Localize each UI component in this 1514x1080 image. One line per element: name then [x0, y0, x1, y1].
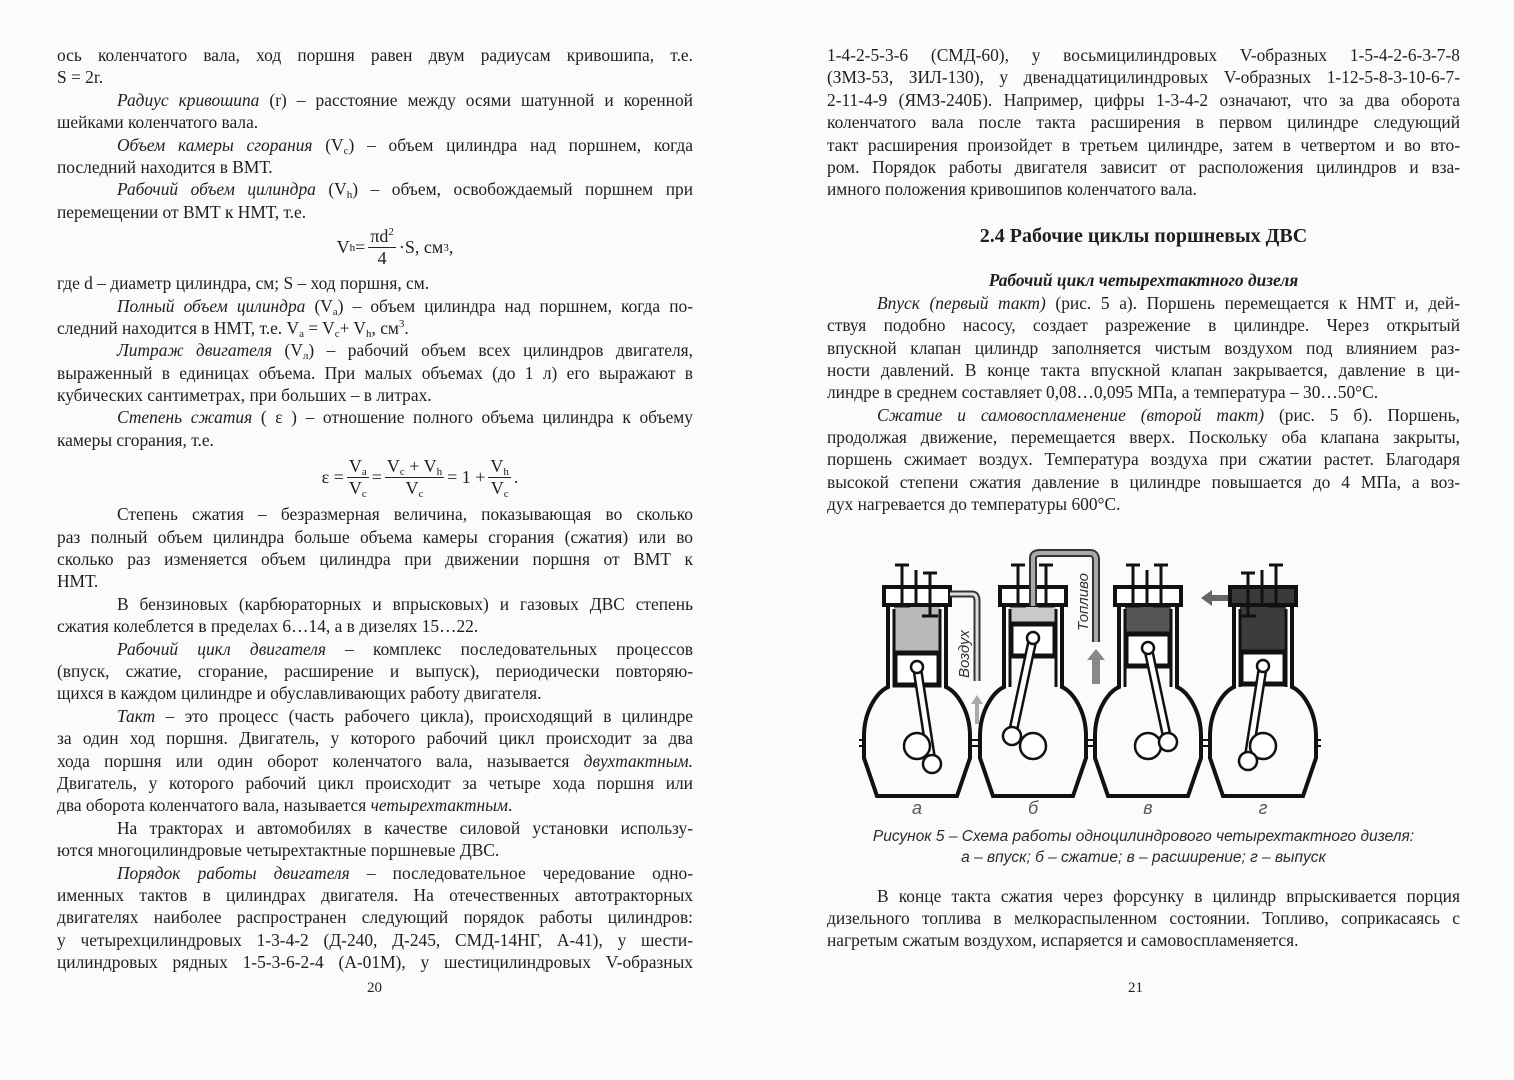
paragraph	[57, 593, 693, 638]
text-span: раз полный объем цилиндра больше объема камеры сгорания (сжатия) или во	[57, 526, 693, 547]
text-line	[827, 381, 1460, 403]
paragraph	[57, 862, 693, 974]
wrist-pin	[911, 661, 923, 673]
text-span: =	[355, 237, 366, 258]
subscript: л	[302, 350, 309, 363]
text-span: линдре в среднем составляет 0,08…0,095 МПа, а температура – 30…50°С.	[827, 382, 1379, 403]
paragraph	[57, 89, 693, 134]
figure-5	[840, 546, 1460, 826]
fraction	[368, 226, 396, 269]
text-line	[827, 426, 1460, 448]
fraction-numerator	[385, 456, 444, 478]
superscript: 3	[398, 317, 405, 330]
subscript: c	[334, 327, 340, 340]
text-line	[57, 660, 693, 682]
text-span: за один ход поршня. Двигатель, у которого рабочий цикл происходит за два	[57, 728, 693, 749]
text-span: (ЗМЗ-53, ЗИЛ-130), у двенадцатицилиндровых V-образных 1-12-5-8-3-10-6-7-	[827, 67, 1460, 88]
subscript: h	[436, 465, 443, 478]
paragraph	[827, 44, 1460, 201]
engine-впуск	[859, 565, 975, 818]
text-span: В конце такта сжатия через форсунку в цилиндр впрыскивается порция	[877, 885, 1460, 906]
text-span: = 1 +	[447, 466, 486, 487]
italic-term: Порядок работы двигателя	[117, 862, 350, 883]
fraction-denominator	[489, 478, 511, 499]
panel-label: б	[1027, 797, 1039, 818]
text-span: ствуя подобно насосу, создает разрежение в цилиндре. Через открытый	[827, 315, 1460, 336]
text-line	[57, 156, 693, 178]
text-span: нагретым сжатым воздухом, испаряется и самовоспламеняется.	[827, 930, 1299, 951]
text-span: ) – объем цилиндра над поршнем, когда по-	[337, 295, 693, 316]
subscript: a	[332, 305, 338, 318]
text-line	[827, 89, 1460, 111]
text-line	[827, 448, 1460, 470]
text-span: S = 2r.	[57, 67, 104, 88]
subsection-heading: Рабочий цикл четырехтактного дизеля	[988, 269, 1299, 290]
text-span: имного положения кривошипов коленчатого вала.	[827, 179, 1197, 200]
text-span: V	[348, 477, 362, 498]
text-line	[57, 178, 693, 200]
crankshaft-journal	[1135, 733, 1161, 759]
subscript: h	[503, 465, 509, 478]
text-line	[57, 682, 693, 704]
exhaust-arrow-icon	[1201, 590, 1228, 606]
paragraph	[57, 638, 693, 705]
wrist-pin	[1257, 660, 1269, 672]
paragraph	[57, 44, 693, 89]
text-span: = V	[303, 317, 335, 338]
text-line	[57, 727, 693, 749]
text-span: V	[386, 455, 400, 476]
crank-pin	[1003, 727, 1021, 745]
crank-pin	[1159, 733, 1177, 751]
crankshaft-journal	[1020, 733, 1046, 759]
text-span: πd	[370, 226, 389, 247]
paragraph	[57, 406, 693, 451]
text-line	[57, 906, 693, 928]
text-span: именных тактов в цилиндрах двигателя. На отечественных автотракторных	[57, 884, 693, 905]
fraction-denominator	[347, 478, 369, 499]
italic-term: Такт	[117, 705, 156, 726]
subscript: a	[361, 465, 367, 478]
text-span: НМТ.	[57, 571, 99, 592]
text-span: V	[405, 477, 419, 498]
fraction	[385, 456, 444, 499]
text-span: у четырехцилиндровых 1-3-4-2 (Д-240, Д-245, СМД-14НГ, А-41), у шести-	[57, 929, 693, 950]
text-span: (V	[315, 179, 347, 200]
left-page	[57, 44, 693, 973]
text-span: V	[348, 455, 362, 476]
text-line	[57, 705, 693, 727]
text-line	[57, 929, 693, 951]
engine-выпуск	[1205, 565, 1321, 818]
paragraph	[57, 705, 693, 817]
formula: V h = $\frac{\pi d^2}{4}$ ·S, см 3 ,	[336, 226, 454, 269]
text-span: дух нагревается до температуры 600°С.	[827, 494, 1121, 515]
text-span: перемещении от ВМТ к НМТ, т.е.	[57, 201, 307, 222]
caption-line: а – впуск; б – сжатие; в – расширение; г – выпуск	[961, 848, 1326, 866]
text-line	[827, 44, 1460, 66]
text-span: – последовательное чередование одно-	[349, 862, 694, 883]
paragraph	[827, 292, 1460, 404]
text-span: шейками коленчатого вала.	[57, 112, 259, 133]
engine-расширение	[1090, 565, 1206, 818]
text-span: В бензиновых (карбюраторных и впрысковых) и газовых ДВС степень	[117, 593, 693, 614]
italic-term: Степень сжатия	[117, 407, 253, 428]
panel-label: а	[911, 797, 923, 818]
paragraph	[57, 295, 693, 340]
paragraph	[57, 134, 693, 179]
text-span: ( ε ) – отношение полного объема цилиндра к объему	[252, 407, 693, 428]
fraction	[347, 456, 369, 499]
text-span: ось коленчатого вала, ход поршня равен двум радиусам кривошипа, т.е.	[57, 45, 693, 65]
fuel-label: Топливо	[1075, 572, 1092, 631]
fraction-numerator	[368, 226, 396, 248]
text-line	[827, 337, 1460, 359]
cylinder-gas	[894, 605, 940, 653]
subscript: a	[299, 327, 304, 340]
italic-term: Рабочий цикл двигателя	[117, 638, 326, 659]
text-line	[57, 884, 693, 906]
text-line	[827, 178, 1460, 200]
text-span: сжатия колеблется в пределах 6…14, а в дизелях 15…22.	[57, 616, 479, 637]
text-span: ) – объем, освобождаемый поршнем при	[352, 179, 694, 200]
text-line	[827, 493, 1460, 515]
text-span: Двигатель, у которого рабочий цикл происходит за четыре хода поршня или	[57, 772, 693, 793]
text-line	[57, 134, 693, 156]
text-line	[827, 66, 1460, 88]
text-line	[57, 794, 693, 816]
text-line	[57, 406, 693, 428]
text-span: высокой степени сжатия давление в цилиндре повышается до 4 МПа, а воз-	[827, 471, 1460, 492]
paragraph	[827, 885, 1460, 952]
text-span: + V	[404, 455, 437, 476]
text-span: ности давлений. В конце такта впускной клапан закрывается, давление в ци-	[827, 359, 1460, 380]
paragraph	[57, 178, 693, 223]
text-span: ются многоцилиндровые четырехтактные поршневые ДВС.	[57, 840, 500, 861]
section-heading: 2.4 Рабочие циклы поршневых ДВС	[979, 224, 1308, 247]
crankshaft-journal	[904, 733, 930, 759]
text-line	[827, 134, 1460, 156]
text-line	[827, 314, 1460, 336]
page-number-left: 20	[367, 980, 382, 996]
text-line	[827, 292, 1460, 314]
fraction	[488, 456, 511, 499]
text-line	[57, 89, 693, 111]
text-line	[57, 839, 693, 861]
text-span: ,	[448, 237, 454, 258]
text-span: выраженный в единицах объема. При малых объемах (до 1 л) его выражают в	[57, 362, 693, 383]
text-line	[57, 817, 693, 839]
text-line	[57, 384, 693, 406]
paragraph	[57, 272, 693, 294]
text-line	[827, 885, 1460, 907]
text-span: (V	[272, 340, 303, 361]
text-line	[57, 429, 693, 451]
text-line	[827, 156, 1460, 178]
crank-pin	[1239, 752, 1257, 770]
italic-term: двухтактным.	[583, 750, 693, 771]
italic-term: четырехтактным	[370, 795, 509, 816]
text-span: (r) – расстояние между осями шатунной и коренной	[259, 89, 693, 110]
italic-term: Радиус кривошипа	[117, 89, 260, 110]
text-line	[57, 862, 693, 884]
italic-term: Впуск (первый такт)	[877, 292, 1046, 313]
text-span: (V	[312, 134, 344, 155]
page-number-right: 21	[1128, 980, 1143, 996]
panel-label: в	[1143, 797, 1153, 818]
fraction-numerator	[347, 456, 369, 478]
italic-term: Сжатие и самовоспламенение (второй такт)	[877, 404, 1265, 425]
air-label: Воздух	[956, 629, 973, 678]
text-span: цилиндровых рядных 1-5-3-6-2-4 (А-01М), у шестицилиндровых V-образных	[57, 952, 693, 973]
text-span: ·S, см	[398, 237, 444, 258]
text-line	[827, 907, 1460, 929]
text-line	[827, 111, 1460, 133]
italic-term: Объем камеры сгорания	[117, 134, 313, 155]
text-line	[57, 750, 693, 772]
text-span: + V	[339, 317, 366, 338]
text-span: сколько раз изменяется объем цилиндра при движении поршня от ВМТ к	[57, 549, 693, 570]
subscript: c	[418, 487, 424, 500]
paragraph	[57, 339, 693, 406]
text-line	[57, 272, 693, 294]
fraction-numerator	[488, 456, 511, 478]
text-span: (рис. 5 а). Поршень перемещается к НМТ и, дей-	[1045, 292, 1460, 313]
text-span: ) – рабочий объем всех цилиндров двигателя,	[308, 340, 693, 361]
text-span: (V	[305, 295, 333, 316]
engine-cycle-diagram	[840, 546, 1460, 826]
text-span: хода поршня или один оборот коленчатого вала, называется	[57, 750, 584, 771]
text-span: щихся в каждом цилиндре и обуславливающих работу двигателя.	[57, 683, 542, 704]
text-span: последний находится в ВМТ.	[57, 156, 273, 177]
subscript: h	[366, 327, 372, 340]
text-span: дизельного топлива в мелкораспыленном состоянии. Топливо, соприкасаясь с	[827, 908, 1460, 929]
text-span: На тракторах и автомобилях в качестве силовой установки использу-	[117, 817, 693, 838]
text-span: 1-4-2-5-3-6 (СМД-60), у восьмицилиндровых V-образных 1-5-4-2-6-3-7-8	[827, 45, 1460, 65]
text-span: камеры сгорания, т.е.	[57, 429, 214, 450]
text-line	[57, 66, 693, 88]
text-span: – это процесс (часть рабочего цикла), происходящий в цилиндре	[155, 705, 693, 726]
subscript: c	[503, 487, 509, 500]
text-span: где d – диаметр цилиндра, см; S – ход поршня, см.	[57, 273, 430, 294]
cylinder-gas	[1010, 605, 1056, 624]
text-span: V	[336, 237, 350, 258]
text-span: ) – объем цилиндра над поршнем, когда	[348, 134, 693, 155]
text-line	[57, 44, 693, 66]
text-span: (впуск, сжатие, сгорание, расширение и выпуск), периодически повторяю-	[57, 660, 693, 681]
text-line	[57, 772, 693, 794]
paragraph	[57, 817, 693, 862]
text-line	[57, 503, 693, 525]
subscript: c	[343, 144, 349, 157]
crank-pin	[923, 755, 941, 773]
formula	[57, 451, 693, 503]
superscript: 2	[388, 226, 394, 239]
text-span: .	[513, 466, 519, 487]
text-line	[57, 111, 693, 133]
text-span: 4	[377, 248, 387, 269]
text-span: (рис. 5 б). Поршень,	[1264, 404, 1460, 425]
text-line	[57, 362, 693, 384]
text-span: два оборота коленчатого вала, называется	[57, 795, 371, 816]
text-line	[57, 638, 693, 660]
text-span: V	[490, 477, 504, 498]
figure-caption	[827, 826, 1460, 868]
paragraph	[57, 503, 693, 593]
text-line	[827, 471, 1460, 493]
text-span: продолжая движение, перемещается вверх. Поскольку оба клапана закрыты,	[827, 427, 1460, 448]
text-line	[827, 929, 1460, 951]
text-line	[57, 570, 693, 592]
subscript: h	[346, 189, 353, 202]
fraction-denominator	[376, 248, 389, 269]
paragraph	[827, 404, 1460, 516]
text-span: поршень сжимает воздух. Температура воздуха при сжатии растет. Благодаря	[827, 449, 1460, 470]
panel-label: г	[1258, 797, 1268, 818]
cylinder-gas	[1125, 605, 1171, 634]
text-line	[57, 201, 693, 223]
text-line	[827, 404, 1460, 426]
subscript: c	[361, 487, 367, 500]
right-page	[827, 44, 1460, 952]
text-span: такт расширения произойдет в третьем цилиндре, затем в четвертом и во вто-	[827, 134, 1460, 155]
text-line	[827, 359, 1460, 381]
text-span: Степень сжатия – безразмерная величина, показывающая во сколько	[117, 504, 693, 525]
text-line	[57, 317, 693, 339]
text-span: впускной клапан цилиндр заполняется чистым воздухом под влиянием раз-	[827, 337, 1460, 358]
text-span: V	[490, 455, 504, 476]
text-span: коленчатого вала после такта расширения в первом цилиндре следующий	[827, 112, 1460, 133]
wrist-pin	[1027, 632, 1039, 644]
text-span: =	[371, 466, 382, 487]
fuel-arrow-icon	[1087, 649, 1105, 684]
italic-term: Рабочий объем цилиндра	[117, 179, 316, 200]
text-line	[57, 548, 693, 570]
text-line	[57, 951, 693, 973]
text-span: – комплекс последовательных процессов	[325, 638, 693, 659]
text-line	[57, 593, 693, 615]
caption-line: Рисунок 5 – Схема работы одноцилиндрового четырехтактного дизеля:	[872, 827, 1415, 845]
text-span: следний находится в НМТ, т.е. V	[57, 317, 300, 338]
text-span: .	[508, 795, 513, 816]
wrist-pin	[1142, 642, 1154, 654]
text-span: .	[404, 317, 409, 338]
text-span: кубических сантиметрах, при больших – в литрах.	[57, 385, 432, 406]
text-line	[57, 615, 693, 637]
text-span: ром. Порядок работы двигателя зависит от расположения цилиндров и вза-	[827, 156, 1460, 177]
text-span: , см	[371, 317, 399, 338]
text-span: 2-11-4-9 (ЯМЗ-240Б). Например, цифры 1-3-4-2 означают, что за два оборота	[827, 89, 1460, 110]
text-line	[57, 295, 693, 317]
italic-term: Полный объем цилиндра	[117, 295, 306, 316]
text-line	[57, 526, 693, 548]
text-span: двигателях наиболее распространен следующий порядок работы цилиндров:	[57, 907, 693, 928]
italic-term: Литраж двигателя	[117, 340, 273, 361]
text-line	[57, 339, 693, 361]
subscript: c	[399, 465, 405, 478]
fraction-denominator	[404, 478, 426, 499]
text-span: ε =	[321, 466, 344, 487]
